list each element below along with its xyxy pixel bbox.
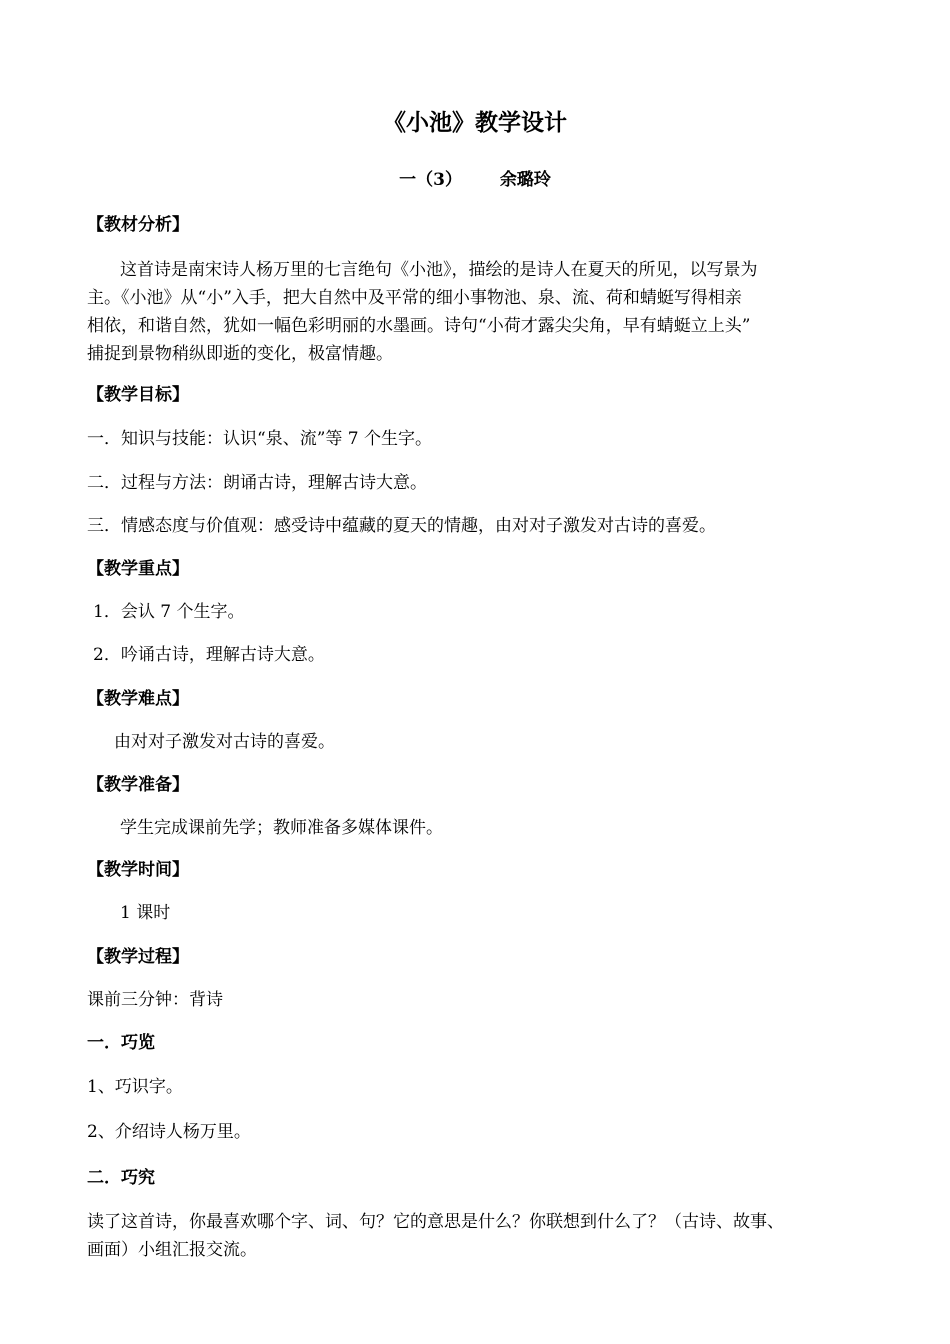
goal-item: 一．知识与技能：认识“泉、流”等 7 个生字。 bbox=[87, 429, 433, 449]
class-label: 一（3） bbox=[399, 170, 462, 190]
preparation-text: 学生完成课前先学；教师准备多媒体课件。 bbox=[120, 818, 443, 838]
section-heading-key-points: 【教学重点】 bbox=[87, 559, 189, 579]
section-heading-time: 【教学时间】 bbox=[87, 860, 189, 880]
section-heading-preparation: 【教学准备】 bbox=[87, 775, 189, 795]
section-heading-analysis: 【教材分析】 bbox=[87, 215, 189, 235]
paragraph-line: 画面）小组汇报交流。 bbox=[87, 1240, 257, 1260]
author-name: 余璐玲 bbox=[499, 170, 551, 190]
step2-paragraph bbox=[87, 1208, 867, 1264]
document-title: 《小池》教学设计 bbox=[383, 109, 567, 136]
section-heading-goals: 【教学目标】 bbox=[87, 385, 189, 405]
step-heading-2: 二．巧究 bbox=[87, 1168, 155, 1188]
paragraph-line: 捕捉到景物稍纵即逝的变化，极富情趣。 bbox=[87, 344, 393, 364]
goal-item: 二．过程与方法：朗诵古诗，理解古诗大意。 bbox=[87, 473, 427, 493]
paragraph-line: 这首诗是南宋诗人杨万里的七言绝句《小池》，描绘的是诗人在夏天的所见，以写景为 bbox=[120, 260, 758, 280]
step1-item: 2、介绍诗人杨万里。 bbox=[87, 1122, 251, 1142]
step-heading-1: 一．巧览 bbox=[87, 1033, 155, 1053]
goal-item: 三．情感态度与价值观：感受诗中蕴藏的夏天的情趣，由对对子激发对古诗的喜爱。 bbox=[87, 516, 716, 536]
step1-item: 1、巧识字。 bbox=[87, 1077, 183, 1097]
document-subtitle bbox=[0, 168, 950, 192]
paragraph-line: 主。《小池》从“小”入手，把大自然中及平常的细小事物池、泉、流、荷和蜻蜓写得相亲 bbox=[87, 288, 742, 308]
time-text: 1 课时 bbox=[120, 903, 171, 923]
process-intro: 课前三分钟：背诗 bbox=[87, 990, 223, 1010]
section-heading-difficulty: 【教学难点】 bbox=[87, 689, 189, 709]
key-point-item: 2．吟诵古诗，理解古诗大意。 bbox=[93, 645, 325, 665]
key-point-item: 1．会认 7 个生字。 bbox=[93, 602, 245, 622]
paragraph-line: 相依，和谐自然，犹如一幅色彩明丽的水墨画。诗句“小荷才露尖尖角，早有蜻蜓立上头” bbox=[87, 316, 751, 336]
paragraph-line: 读了这首诗，你最喜欢哪个字、词、句？它的意思是什么？你联想到什么了？（古诗、故事、 bbox=[87, 1212, 784, 1232]
section-heading-process: 【教学过程】 bbox=[87, 947, 189, 967]
difficulty-text: 由对对子激发对古诗的喜爱。 bbox=[114, 732, 335, 752]
analysis-paragraph bbox=[87, 256, 867, 368]
